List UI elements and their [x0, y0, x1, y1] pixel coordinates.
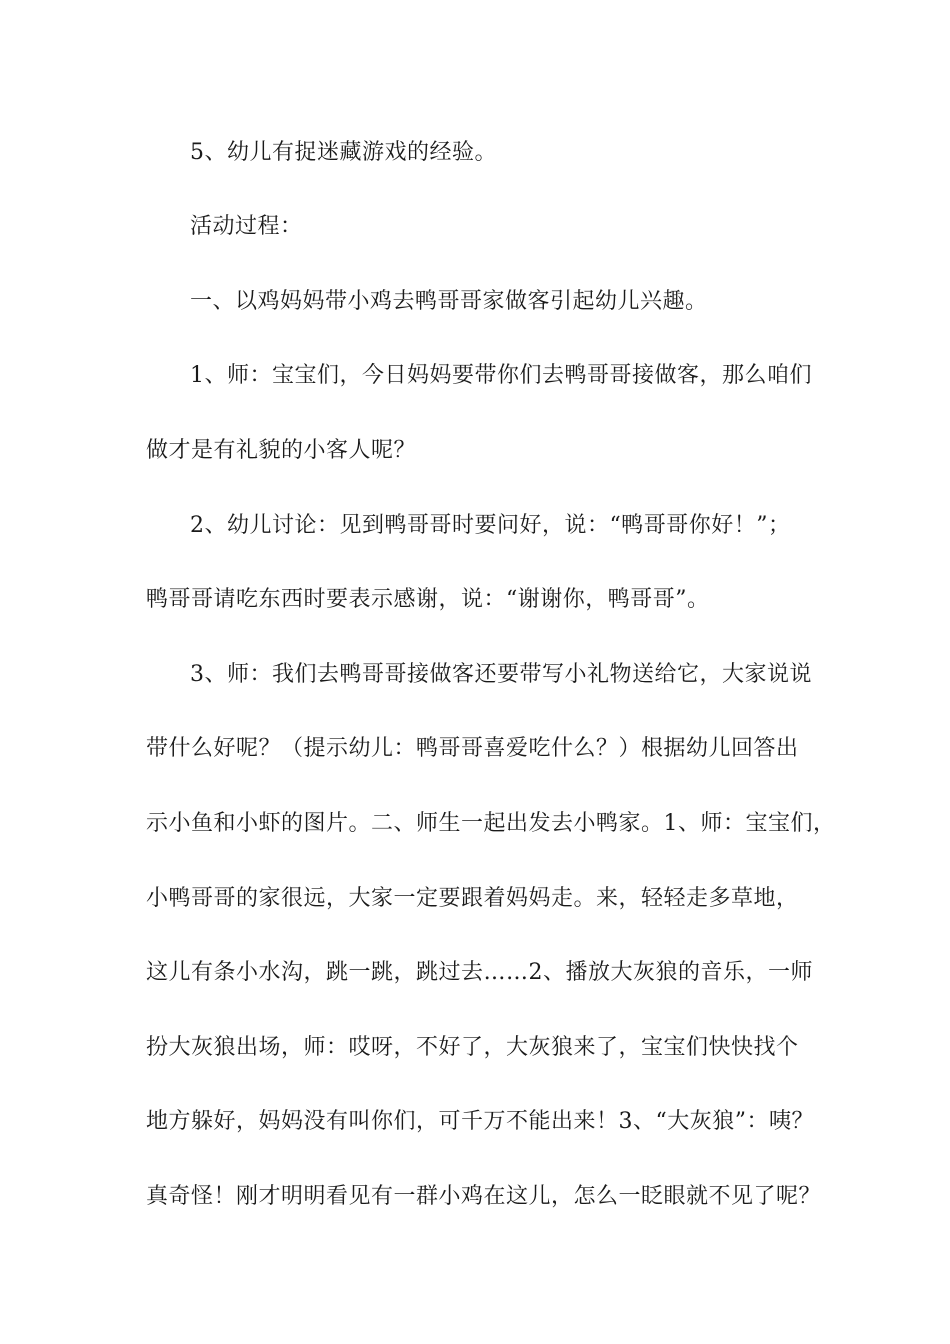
text-line: 做才是有礼貌的小客人呢？	[146, 438, 417, 463]
text-line: 3、师：我们去鸭哥哥接做客还要带写小礼物送给它，大家说说	[190, 662, 812, 687]
text-line: 5、幼儿有捉迷藏游戏的经验。	[190, 140, 497, 165]
text-line: 地方躲好，妈妈没有叫你们，可千万不能出来！3、“大灰狼”：咦？	[146, 1109, 814, 1134]
section-heading: 活动过程：	[190, 214, 303, 239]
section-heading: 一、以鸡妈妈带小鸡去鸭哥哥家做客引起幼儿兴趣。	[190, 289, 708, 314]
text-line: 小鸭哥哥的家很远，大家一定要跟着妈妈走。来，轻轻走多草地，	[146, 886, 799, 911]
text-line: 真奇怪！刚才明明看见有一群小鸡在这儿，怎么一眨眼就不见了呢？	[146, 1184, 822, 1209]
text-line: 示小鱼和小虾的图片。二、师生一起出发去小鸭家。1、师：宝宝们，	[146, 811, 836, 836]
text-line: 鸭哥哥请吃东西时要表示感谢，说：“谢谢你，鸭哥哥”。	[146, 587, 710, 612]
text-line: 扮大灰狼出场，师：哎呀，不好了，大灰狼来了，宝宝们快快找个	[146, 1035, 799, 1060]
text-line: 1、师：宝宝们，今日妈妈要带你们去鸭哥哥接做客，那么咱们	[190, 363, 812, 388]
text-line: 这儿有条小水沟，跳一跳，跳过去……2、播放大灰狼的音乐，一师	[146, 960, 813, 985]
text-line: 2、幼儿讨论：见到鸭哥哥时要问好，说：“鸭哥哥你好！”；	[190, 513, 791, 538]
text-line: 带什么好呢？（提示幼儿：鸭哥哥喜爱吃什么？）根据幼儿回答出	[146, 736, 799, 761]
